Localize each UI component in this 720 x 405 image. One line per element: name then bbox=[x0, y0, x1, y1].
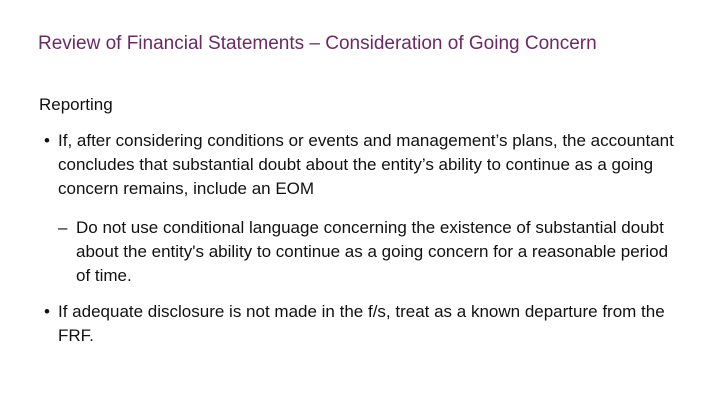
slide-title: Review of Financial Statements – Consideration of Going Concern bbox=[38, 33, 597, 54]
bullet-text: If, after considering conditions or events and management’s plans, the accountant concludes that substantial doubt about the entity’s ability to continue as a going concern remains, include an EOM bbox=[58, 131, 674, 198]
sub-bullet-marker: – bbox=[58, 218, 68, 237]
sub-bullet-item bbox=[58, 216, 678, 288]
sub-bullet-text: Do not use conditional language concerning the existence of substantial doubt about the entity's ability to continue as a going concern for a reasonable period of time. bbox=[76, 218, 669, 285]
bullet-text: If adequate disclosure is not made in the f/s, treat as a known departure from the FRF. bbox=[58, 302, 665, 345]
section-heading: Reporting bbox=[39, 95, 113, 114]
bullet-marker: • bbox=[44, 302, 50, 321]
bullet-marker: • bbox=[44, 131, 50, 150]
bullet-item bbox=[44, 300, 684, 348]
bullet-item bbox=[44, 129, 684, 201]
